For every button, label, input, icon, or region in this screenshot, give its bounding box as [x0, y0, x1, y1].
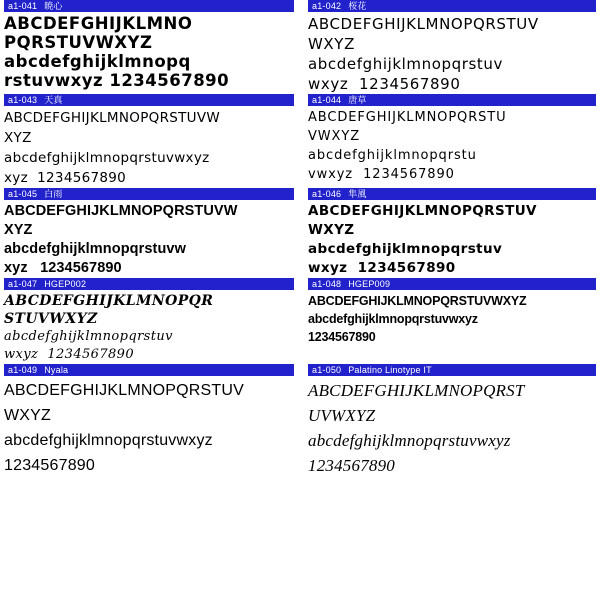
specimen-header: [308, 364, 596, 376]
specimen-sample: [4, 202, 294, 278]
sample-line: vwxyz 1234567890: [308, 167, 455, 182]
specimen-code: a1-041: [8, 1, 38, 11]
specimen-name: HGEP002: [44, 279, 87, 289]
specimen-name: HGEP009: [348, 279, 391, 289]
sample-line: ABCDEFGHIJKLMNOPQRSTUV: [308, 203, 537, 219]
specimen-header: [4, 364, 294, 376]
sample-line: wxyz 1234567890: [308, 75, 461, 93]
specimen-code: a1-044: [312, 95, 342, 105]
specimen-name: 隼風: [348, 189, 367, 199]
sample-line: ABCDEFGHIJKLMNOPQRST: [308, 381, 525, 400]
sample-line: VWXYZ: [308, 129, 360, 144]
specimen-name: Palatino Linotype IT: [348, 365, 432, 375]
specimen-header: [4, 188, 294, 200]
sample-line: abcdefghijklmnopqrstu: [308, 148, 477, 163]
specimen-code: a1-047: [8, 279, 38, 289]
specimen-code: a1-046: [312, 189, 342, 199]
specimen-name: 白雨: [44, 189, 63, 199]
specimen-name: 桜花: [348, 1, 367, 11]
specimen-code: a1-043: [8, 95, 38, 105]
sample-line: ABCDEFGHIJKLMNOPQRSTUVW: [4, 110, 221, 126]
sample-line: WXYZ: [4, 407, 52, 424]
sample-line: 1234567890: [4, 457, 95, 474]
sample-line: abcdefghijklmnopqrstuvw: [4, 241, 186, 257]
specimen-card-a1-049: [0, 364, 300, 478]
sample-line: wxyz 1234567890: [4, 347, 135, 362]
sample-line: ABCDEFGHIJKLMNOPQRSTU: [308, 110, 507, 125]
specimen-card-a1-042: [300, 0, 600, 94]
specimen-sample: [4, 292, 294, 364]
sample-line: XYZ: [4, 222, 33, 238]
specimen-sample: [308, 202, 596, 278]
specimen-code: a1-045: [8, 189, 38, 199]
sample-line: wxyz 1234567890: [308, 260, 456, 276]
sample-line: xyz 1234567890: [4, 170, 127, 186]
sample-line: WXYZ: [308, 222, 355, 238]
sample-line: ABCDEFGHIJKLMNOPQRSTUVW: [4, 203, 238, 219]
sample-line: abcdefghijklmnopqrstuvwxyz: [308, 431, 511, 450]
specimen-sample: [308, 378, 596, 478]
specimen-card-a1-044: [300, 94, 600, 188]
specimen-sample: [308, 14, 596, 94]
sample-line: rstuvwxyz 1234567890: [4, 71, 230, 90]
specimen-header: [4, 278, 294, 290]
sample-line: abcdefghijklmnopqrstuv: [308, 241, 503, 257]
sample-line: 1234567890: [308, 456, 395, 475]
sample-line: UVWXYZ: [308, 406, 376, 425]
specimen-card-a1-043: [0, 94, 300, 188]
sample-line: XYZ: [4, 130, 32, 146]
specimen-card-a1-046: [300, 188, 600, 278]
sample-line: ABCDEFGHIJKLMNOPQR: [4, 293, 214, 309]
specimen-card-a1-045: [0, 188, 300, 278]
specimen-sample: [4, 14, 294, 90]
sample-line: STUVWXYZ: [4, 311, 98, 327]
sample-line: PQRSTUVWXYZ: [4, 33, 153, 52]
specimen-header: [4, 0, 294, 12]
sample-line: abcdefghijklmnopqrstuvwxyz: [4, 150, 210, 166]
specimen-card-a1-048: [300, 278, 600, 364]
specimen-sample: [4, 108, 294, 188]
specimen-code: a1-042: [312, 1, 342, 11]
sample-line: abcdefghijklmnopq: [4, 52, 191, 71]
specimen-code: a1-048: [312, 279, 342, 289]
specimen-card-a1-047: [0, 278, 300, 364]
specimen-sample: [308, 292, 596, 346]
specimen-code: a1-050: [312, 365, 342, 375]
sample-line: abcdefghijklmnopqrstuv: [308, 55, 503, 73]
specimen-code: a1-049: [8, 365, 38, 375]
sample-line: ABCDEFGHIJKLMNOPQRSTUV: [4, 382, 244, 399]
sample-line: ABCDEFGHIJKLMNO: [4, 14, 193, 33]
sample-line: xyz 1234567890: [4, 260, 122, 276]
specimen-sample: [308, 108, 596, 184]
sample-line: ABCDEFGHIJKLMNOPQRSTUV: [308, 15, 539, 33]
sample-line: abcdefghijklmnopqrstuvwxyz: [308, 312, 478, 326]
specimen-header: [308, 0, 596, 12]
specimen-name: 暁心: [44, 1, 63, 11]
specimen-sample: [4, 378, 294, 478]
sample-line: abcdefghijklmnopqrstuv: [4, 329, 173, 344]
specimen-name: 天真: [44, 95, 63, 105]
sample-line: WXYZ: [308, 35, 355, 53]
specimen-name: 唐草: [348, 95, 367, 105]
specimen-header: [308, 94, 596, 106]
specimen-card-a1-050: [300, 364, 600, 478]
specimen-name: Nyala: [44, 365, 69, 375]
specimen-header: [4, 94, 294, 106]
specimen-header: [308, 278, 596, 290]
sample-line: abcdefghijklmnopqrstuvwxyz: [4, 432, 213, 449]
sample-line: 1234567890: [308, 330, 376, 344]
specimen-header: [308, 188, 596, 200]
specimen-card-a1-041: [0, 0, 300, 94]
sample-line: ABCDEFGHIJKLMNOPQRSTUVWXYZ: [308, 294, 527, 308]
